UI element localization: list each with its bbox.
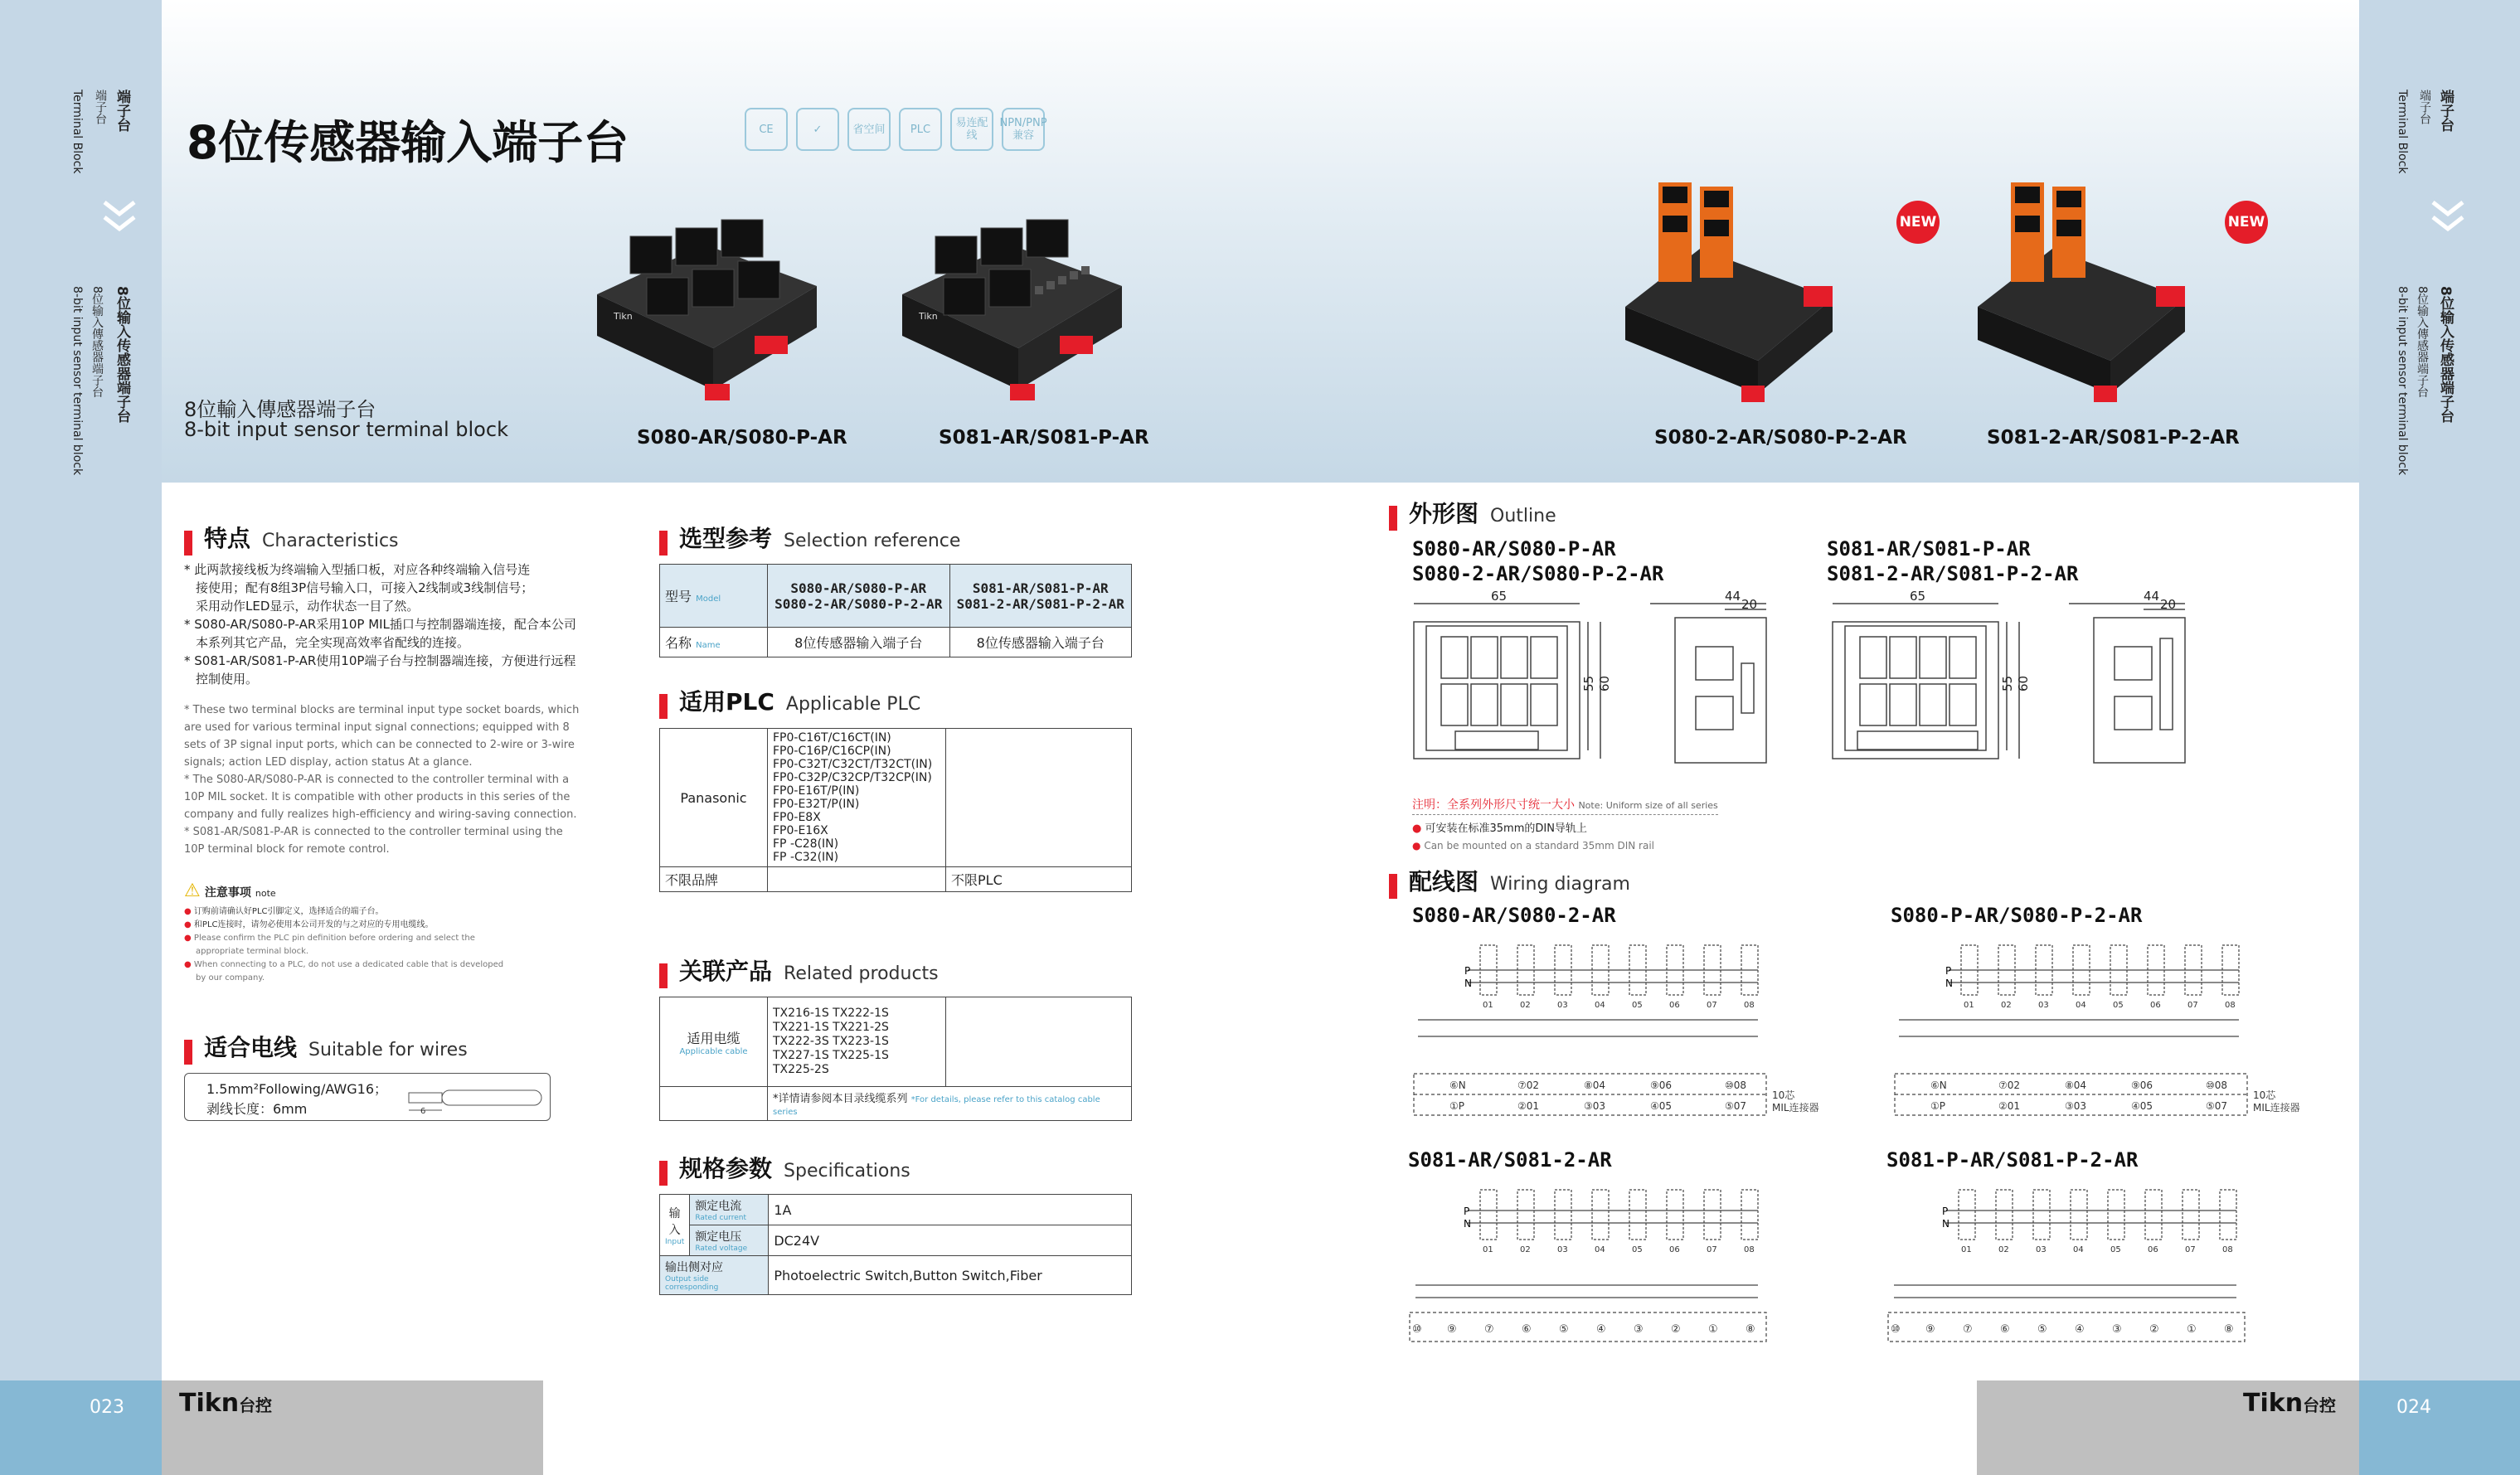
- svg-text:④05: ④05: [2131, 1100, 2153, 1112]
- svg-text:65: 65: [1910, 589, 1926, 604]
- svg-text:06: 06: [2150, 1001, 2161, 1010]
- svg-text:04: 04: [2076, 1001, 2086, 1010]
- svg-text:P: P: [1945, 965, 1952, 977]
- svg-text:④: ④: [2075, 1323, 2085, 1336]
- svg-text:02: 02: [2001, 1001, 2012, 1010]
- selection-heading: 选型参考 Selection reference: [659, 521, 960, 556]
- svg-text:④: ④: [1596, 1323, 1606, 1336]
- specs-table: 输入 Input 额定电流 Rated current 1A 额定电压 Rated voltage DC24V 输出侧对应 Output side corresponding Photoelectric Switch,Button Switch,Fiber: [659, 1194, 1132, 1295]
- space-saving-icon: 省空间: [847, 108, 891, 151]
- svg-text:②01: ②01: [1517, 1100, 1540, 1112]
- svg-text:44: 44: [1725, 589, 1741, 604]
- device-s080-image: [580, 195, 829, 402]
- svg-text:①P: ①P: [1930, 1100, 1945, 1112]
- svg-text:05: 05: [2113, 1001, 2124, 1010]
- wiring-diagram-2: [1891, 929, 2322, 1128]
- plc-heading: 适用PLC Applicable PLC: [659, 684, 920, 719]
- side-label-en-r: Terminal Block: [2396, 90, 2409, 174]
- wiring-heading: 配线图 Wiring diagram: [1389, 864, 1630, 899]
- svg-text:03: 03: [2036, 1245, 2047, 1254]
- side-product-cn: 8位输入传感器端子台: [114, 286, 130, 423]
- svg-text:⑦02: ⑦02: [1998, 1080, 2021, 1091]
- svg-text:⑤: ⑤: [2037, 1323, 2047, 1336]
- svg-text:01: 01: [1961, 1245, 1972, 1254]
- side-product-cn-r: 8位输入传感器端子台: [2437, 286, 2454, 423]
- model-label-2: S081-AR/S081-P-AR: [939, 427, 1149, 449]
- svg-text:06: 06: [1669, 1001, 1680, 1010]
- model-label-1: S080-AR/S080-P-AR: [637, 427, 847, 449]
- svg-text:P: P: [1464, 1206, 1470, 1217]
- svg-text:05: 05: [1632, 1245, 1643, 1254]
- outline-model-left-a: S080-AR/S080-P-AR: [1412, 537, 1616, 560]
- side-label-en: Terminal Block: [70, 90, 84, 174]
- wiring-title-2: S080-P-AR/S080-P-2-AR: [1891, 904, 2143, 927]
- wires-box: 1.5mm²Following/AWG16； 剥线长度：6mm 6: [184, 1073, 551, 1121]
- subtitle-en: 8-bit input sensor terminal block: [184, 418, 508, 441]
- selection-table: 型号 Model S080-AR/S080-P-AR S080-2-AR/S080-P-2-AR S081-AR/S081-P-AR S081-2-AR/S081-P-2-AR 名称 Name 8位传感器输入端子台 8位传感器输入端子台: [659, 564, 1132, 657]
- side-label-sub-r: 端子台: [2418, 90, 2431, 124]
- note-heading: ⚠ 注意事项 note: [184, 881, 276, 901]
- svg-text:⑤07: ⑤07: [1725, 1100, 1747, 1112]
- footer-left-block: [0, 1380, 162, 1475]
- outline-heading: 外形图 Outline: [1389, 496, 1556, 531]
- warning-icon: ⚠: [184, 881, 201, 901]
- svg-text:20: 20: [2160, 597, 2177, 612]
- svg-text:①P: ①P: [1449, 1100, 1464, 1112]
- svg-text:⑧04: ⑧04: [2065, 1080, 2087, 1091]
- svg-text:08: 08: [1744, 1001, 1755, 1010]
- side-product-en-r: 8-bit input sensor terminal block: [2396, 286, 2409, 476]
- outline-model-left-b: S080-2-AR/S080-P-2-AR: [1412, 562, 1664, 585]
- svg-text:04: 04: [1595, 1245, 1605, 1254]
- characteristics-en: * These two terminal blocks are terminal input type socket boards, which are used for various terminal input signal connections; equipped with 8 sets of 3P signal input ports, which can be connected to 2-wire or 3-wire signals; action LED display, action status At a glance. * The S080-AR/S080-P-AR is connected to the controller terminal with a 10P MIL socket. It is compatible with other products in this series of the company and fully realizes high-efficiency and wiring-saving connection. * S081-AR/S081-P-AR is connected to the controller terminal using the 10P terminal block for remote control.: [184, 704, 580, 856]
- svg-text:02: 02: [1520, 1245, 1531, 1254]
- svg-text:01: 01: [1483, 1245, 1493, 1254]
- svg-text:07: 07: [1707, 1245, 1717, 1254]
- svg-text:05: 05: [2110, 1245, 2121, 1254]
- page-number-right: 024: [2396, 1397, 2431, 1418]
- wires-heading: 适合电线 Suitable for wires: [184, 1030, 468, 1065]
- svg-text:03: 03: [1557, 1245, 1568, 1254]
- svg-text:⑨06: ⑨06: [1650, 1080, 1673, 1091]
- new-badge: NEW: [2225, 201, 2268, 244]
- brand-logo-right: Tikn台控: [2243, 1389, 2337, 1418]
- svg-text:③: ③: [1634, 1323, 1644, 1336]
- model-label-4: S081-2-AR/S081-P-2-AR: [1987, 427, 2240, 449]
- svg-text:⑧: ⑧: [2224, 1323, 2234, 1336]
- wiring-diagram-1: [1410, 929, 1841, 1128]
- svg-text:⑤07: ⑤07: [2206, 1100, 2228, 1112]
- svg-text:07: 07: [1707, 1001, 1717, 1010]
- svg-text:03: 03: [1557, 1001, 1568, 1010]
- wire-strip-icon: [401, 1080, 546, 1115]
- svg-text:08: 08: [2225, 1001, 2236, 1010]
- svg-text:⑥: ⑥: [2000, 1323, 2010, 1336]
- svg-text:07: 07: [2185, 1245, 2196, 1254]
- svg-text:⑨06: ⑨06: [2131, 1080, 2153, 1091]
- svg-text:Tikn: Tikn: [614, 311, 633, 322]
- outline-note: 注明：全系列外形尺寸统一大小 Note: Uniform size of all series: [1412, 796, 1718, 815]
- svg-text:③03: ③03: [1584, 1100, 1606, 1112]
- svg-text:⑥N: ⑥N: [1930, 1080, 1947, 1091]
- svg-text:03: 03: [2038, 1001, 2049, 1010]
- outline-model-right-b: S081-2-AR/S081-P-2-AR: [1827, 562, 2079, 585]
- svg-text:⑧: ⑧: [1746, 1323, 1755, 1336]
- svg-text:04: 04: [1595, 1001, 1605, 1010]
- svg-text:60: 60: [1597, 675, 1612, 691]
- related-table: 适用电缆 Applicable cable TX216-1S TX222-1S TX221-1S TX221-2S TX222-3S TX223-1S TX227-1S TX225-1S TX225-2S *详情请参阅本目录线缆系列 *For details, please refer to this catalog cable series: [659, 997, 1132, 1121]
- side-product-cn2: 8位输入傳感器端子台: [90, 286, 104, 398]
- wiring-diagram-4: [1884, 1173, 2249, 1347]
- side-label-cn: 端子台: [114, 90, 130, 132]
- npn-pnp-icon: NPN/PNP兼容: [1002, 108, 1045, 151]
- svg-text:⑩08: ⑩08: [1725, 1080, 1747, 1091]
- outline-bullets: ● 可安装在标准35mm的DIN导轨上 ● Can be mounted on a standard 35mm DIN rail: [1412, 822, 1654, 852]
- svg-text:⑦: ⑦: [1963, 1323, 1973, 1336]
- device-s081-image: [886, 195, 1134, 402]
- plc-table: Panasonic FP0-C16T/C16CT(IN) FP0-C16P/C16CP(IN) FP0-C32T/C32CT/T32CT(IN) FP0-C32P/C32CP/T32CP(IN) FP0-E16T/P(IN) FP0-E32T/P(IN) FP0-E8X FP0-E16X FP -C28(IN) FP -C32(IN) 不限品牌 不限PLC: [659, 728, 1132, 892]
- svg-text:Tikn: Tikn: [919, 311, 938, 322]
- wiring-title-3: S081-AR/S081-2-AR: [1408, 1148, 1612, 1172]
- svg-text:⑩08: ⑩08: [2206, 1080, 2228, 1091]
- svg-text:P: P: [1942, 1206, 1949, 1217]
- outline-model-right-a: S081-AR/S081-P-AR: [1827, 537, 2031, 560]
- note-list: ● 订购前请确认好PLC引脚定义，选择适合的端子台。 ● 和PLC连接时，请勿必使用本公司开发的与之对应的专用电缆线。 ● Please confirm the PLC pin definition before ordering and select the appropriate terminal block. ● When connecting to a PLC, do not use a dedicated cable that is developed by our company.: [184, 907, 504, 983]
- svg-text:N: N: [1945, 978, 1953, 989]
- footer-right-block: [2359, 1380, 2520, 1475]
- svg-text:06: 06: [1669, 1245, 1680, 1254]
- svg-text:02: 02: [1520, 1001, 1531, 1010]
- specs-heading: 规格参数 Specifications: [659, 1151, 910, 1186]
- device-s081-2-image: [1969, 166, 2193, 406]
- wiring-title-4: S081-P-AR/S081-P-2-AR: [1886, 1148, 2139, 1172]
- svg-text:05: 05: [1632, 1001, 1643, 1010]
- outline-drawing-right: [1828, 589, 2210, 788]
- svg-text:②: ②: [1671, 1323, 1681, 1336]
- chevron-down-icon: [2430, 197, 2466, 234]
- svg-text:②01: ②01: [1998, 1100, 2021, 1112]
- easy-wiring-icon: 易连配线: [950, 108, 993, 151]
- svg-text:04: 04: [2073, 1245, 2084, 1254]
- svg-text:10芯: 10芯: [2253, 1089, 2276, 1101]
- svg-text:01: 01: [1964, 1001, 1974, 1010]
- check-icon: ✓: [796, 108, 839, 151]
- ce-icon: CE: [745, 108, 788, 151]
- svg-text:③: ③: [2112, 1323, 2122, 1336]
- svg-text:60: 60: [2016, 675, 2031, 691]
- svg-text:①: ①: [2187, 1323, 2197, 1336]
- characteristics-heading: 特点 Characteristics: [184, 521, 399, 556]
- side-label-cn-r: 端子台: [2437, 90, 2454, 132]
- svg-text:02: 02: [1998, 1245, 2009, 1254]
- page-number-left: 023: [90, 1397, 124, 1418]
- related-heading: 关联产品 Related products: [659, 953, 939, 988]
- side-product-en: 8-bit input sensor terminal block: [70, 286, 84, 476]
- svg-text:⑦02: ⑦02: [1517, 1080, 1540, 1091]
- svg-text:55: 55: [2000, 675, 2015, 691]
- svg-text:⑥N: ⑥N: [1449, 1080, 1466, 1091]
- plc-icon: PLC: [899, 108, 942, 151]
- svg-text:65: 65: [1491, 589, 1508, 604]
- brand-logo-left: Tikn台控: [179, 1389, 273, 1418]
- svg-text:⑩: ⑩: [1891, 1323, 1901, 1336]
- svg-text:N: N: [1942, 1218, 1949, 1230]
- svg-text:08: 08: [2222, 1245, 2233, 1254]
- svg-text:⑦: ⑦: [1484, 1323, 1494, 1336]
- side-label-sub: 端子台: [94, 90, 107, 124]
- characteristics-cn: * 此两款接线板为终端输入型插口板，对应各种终端输入信号连 接使用；配有8组3P信号输入口，可接入2线制或3线制信号； 采用动作LED显示，动作状态一目了然。 * S080-AR/S080-P-AR采用10P MIL插口与控制器端连接，配合本公司 本系列其它产品，完全实现高效率省配线的连接。 * S081-AR/S081-P-AR使用10P端子台与控制器端连接，方便进行远程 控制使用。: [184, 562, 576, 687]
- svg-text:44: 44: [2144, 589, 2160, 604]
- device-s080-2-image: [1617, 166, 1841, 406]
- svg-text:06: 06: [2148, 1245, 2158, 1254]
- svg-text:①: ①: [1708, 1323, 1718, 1336]
- svg-text:10芯: 10芯: [1772, 1089, 1795, 1101]
- wiring-title-1: S080-AR/S080-2-AR: [1412, 904, 1616, 927]
- svg-text:20: 20: [1741, 597, 1758, 612]
- new-badge: NEW: [1896, 201, 1940, 244]
- svg-text:⑧04: ⑧04: [1584, 1080, 1606, 1091]
- subtitle-cn: 8位輸入傳感器端子台: [184, 398, 376, 421]
- svg-text:⑨: ⑨: [1447, 1323, 1457, 1336]
- outline-drawing-left: [1410, 589, 1791, 788]
- side-product-cn2-r: 8位输入傳感器端子台: [2416, 286, 2429, 398]
- wiring-diagram-3: [1406, 1173, 1770, 1347]
- page-title: 8位传感器输入端子台: [187, 116, 629, 169]
- svg-text:55: 55: [1581, 675, 1596, 691]
- model-label-3: S080-2-AR/S080-P-2-AR: [1654, 427, 1907, 449]
- svg-text:MIL连接器: MIL连接器: [2253, 1102, 2300, 1114]
- svg-text:P: P: [1464, 965, 1471, 977]
- svg-text:③03: ③03: [2065, 1100, 2087, 1112]
- svg-text:N: N: [1464, 978, 1472, 989]
- svg-text:⑩: ⑩: [1412, 1323, 1422, 1336]
- svg-text:⑥: ⑥: [1522, 1323, 1532, 1336]
- chevron-down-icon: [101, 197, 138, 234]
- svg-text:⑤: ⑤: [1559, 1323, 1569, 1336]
- svg-text:01: 01: [1483, 1001, 1493, 1010]
- svg-text:②: ②: [2149, 1323, 2159, 1336]
- svg-text:07: 07: [2187, 1001, 2198, 1010]
- svg-text:08: 08: [1744, 1245, 1755, 1254]
- svg-text:6: 6: [420, 1107, 426, 1115]
- svg-text:MIL连接器: MIL连接器: [1772, 1102, 1819, 1114]
- svg-text:N: N: [1464, 1218, 1471, 1230]
- svg-text:⑨: ⑨: [1925, 1323, 1935, 1336]
- svg-text:④05: ④05: [1650, 1100, 1673, 1112]
